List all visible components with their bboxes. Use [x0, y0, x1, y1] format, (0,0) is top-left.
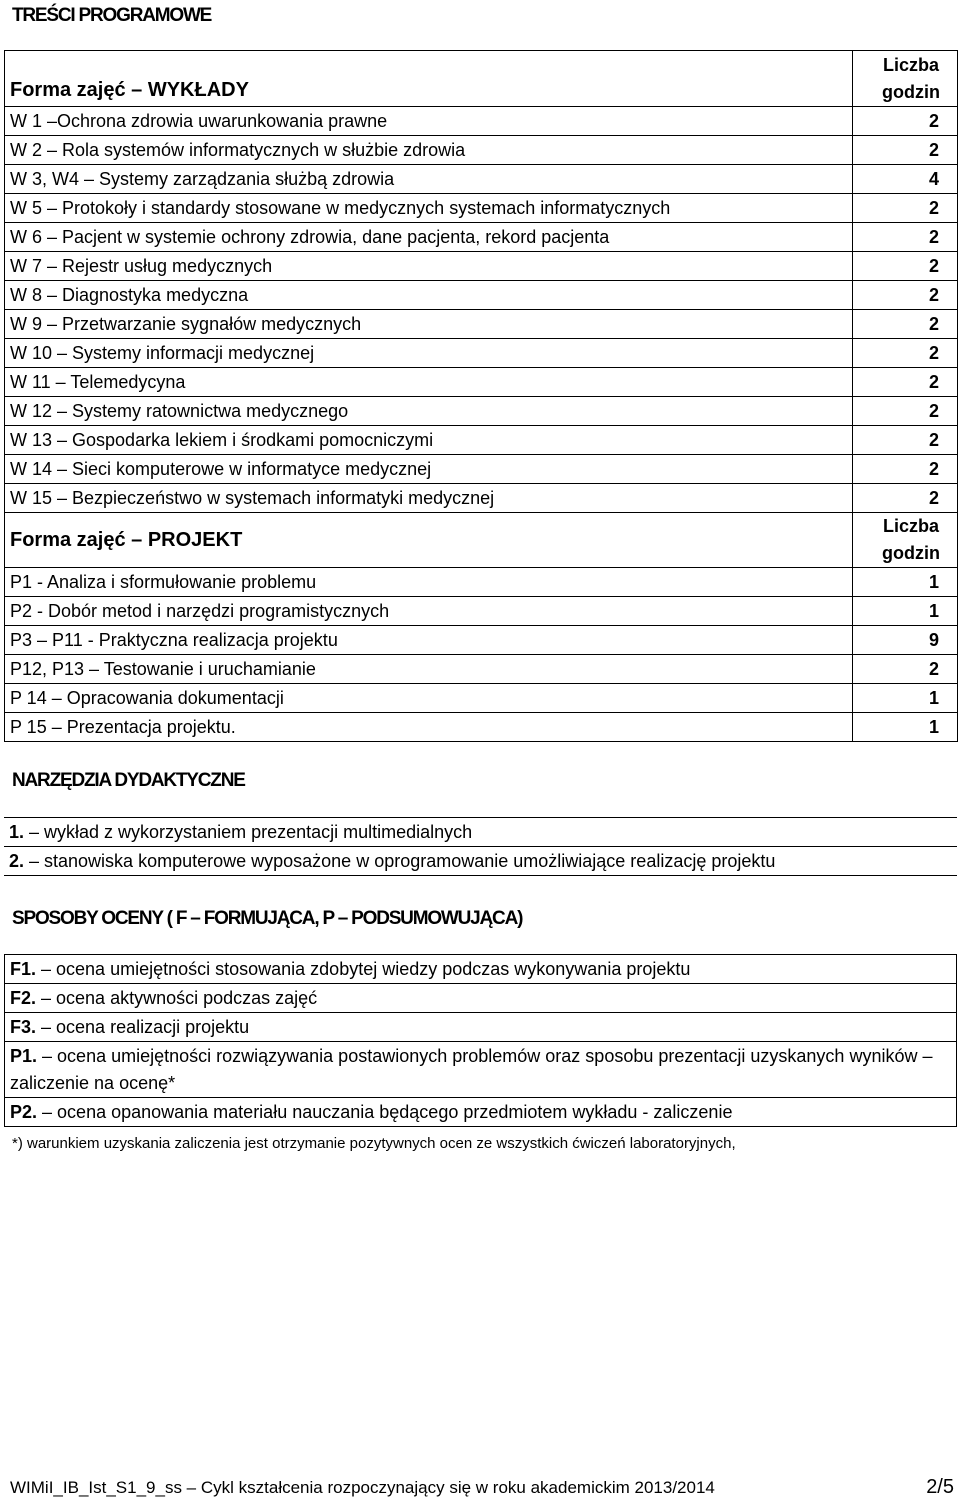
table-row [5, 484, 958, 513]
list-item-text [5, 1098, 957, 1127]
topic-cell: P2 - Dobór metod i narzędzi programistycznych [5, 597, 853, 626]
table-row [5, 136, 958, 165]
hours-cell: 2 [853, 455, 958, 484]
ocena-table [4, 954, 957, 1127]
table-row [5, 252, 958, 281]
item-key: F1. [10, 959, 37, 979]
topic-cell: W 9 – Przetwarzanie sygnałów medycznych [5, 310, 853, 339]
item-key: F3. [10, 1017, 37, 1037]
list-item [4, 818, 957, 847]
list-item [5, 1042, 957, 1098]
section-title-sposoby: SPOSOBY OCENY ( F – FORMUJĄCA, P – PODSUMOWUJĄCA) [12, 908, 523, 929]
list-item-text [5, 955, 957, 984]
item-description: – ocena realizacji projektu [36, 1017, 250, 1037]
item-key: 1. [9, 822, 25, 842]
wyklady-table [4, 50, 958, 513]
section-title-narzedzia: NARZĘDZIA DYDAKTYCZNE [12, 770, 245, 791]
topic-cell: W 3, W4 – Systemy zarządzania służbą zdrowia [5, 165, 853, 194]
table-row [5, 368, 958, 397]
projekt-hours-label: Liczba godzin [853, 513, 958, 568]
list-item-text [4, 818, 957, 847]
page-number: 2/5 [926, 1476, 954, 1498]
hours-cell: 2 [853, 397, 958, 426]
table-row [5, 223, 958, 252]
item-key: F2. [10, 988, 37, 1008]
table-row [5, 194, 958, 223]
hours-cell: 2 [853, 484, 958, 513]
footnote: *) warunkiem uzyskania zaliczenia jest otrzymanie pozytywnych ocen ze wszystkich ćwiczeń laboratoryjnych, [12, 1135, 736, 1152]
topic-cell: W 2 – Rola systemów informatycznych w służbie zdrowia [5, 136, 853, 165]
hours-cell: 1 [853, 568, 958, 597]
item-description: – stanowiska komputerowe wyposażone w oprogramowanie umożliwiające realizację projektu [24, 851, 776, 871]
hours-cell: 2 [853, 339, 958, 368]
table-row [5, 684, 958, 713]
topic-cell: W 5 – Protokoły i standardy stosowane w medycznych systemach informatycznych [5, 194, 853, 223]
topic-cell: P 15 – Prezentacja projektu. [5, 713, 853, 742]
list-item [5, 1013, 957, 1042]
wyklady-hours-label: Liczba godzin [853, 51, 958, 107]
topic-cell: W 1 –Ochrona zdrowia uwarunkowania prawne [5, 107, 853, 136]
topic-cell: W 12 – Systemy ratownictwa medycznego [5, 397, 853, 426]
list-item [5, 955, 957, 984]
hours-cell: 2 [853, 252, 958, 281]
table-row [5, 310, 958, 339]
table-row [5, 655, 958, 684]
list-item-text [4, 847, 957, 876]
table-row [5, 339, 958, 368]
table-row [5, 713, 958, 742]
topic-cell: W 14 – Sieci komputerowe w informatyce medycznej [5, 455, 853, 484]
list-item-text [5, 984, 957, 1013]
table-row [5, 626, 958, 655]
topic-cell: P 14 – Opracowania dokumentacji [5, 684, 853, 713]
hours-cell: 2 [853, 368, 958, 397]
item-description: – wykład z wykorzystaniem prezentacji multimedialnych [24, 822, 473, 842]
section-title-tresci: TREŚCI PROGRAMOWE [12, 5, 212, 26]
list-item-text [5, 1042, 957, 1098]
projekt-table [4, 512, 958, 742]
topic-cell: W 7 – Rejestr usług medycznych [5, 252, 853, 281]
hours-cell: 2 [853, 194, 958, 223]
hours-cell: 1 [853, 684, 958, 713]
table-row [5, 568, 958, 597]
topic-cell: W 11 – Telemedycyna [5, 368, 853, 397]
table-row [5, 597, 958, 626]
topic-cell: W 8 – Diagnostyka medyczna [5, 281, 853, 310]
list-item [5, 1098, 957, 1127]
topic-cell: P12, P13 – Testowanie i uruchamianie [5, 655, 853, 684]
item-key: P2. [10, 1102, 38, 1122]
item-key: P1. [10, 1045, 38, 1066]
hours-cell: 2 [853, 281, 958, 310]
hours-cell: 2 [853, 655, 958, 684]
item-description: – ocena opanowania materiału nauczania będącego przedmiotem wykładu - zaliczenie [37, 1102, 733, 1122]
projekt-title: Forma zajęć – PROJEKT [5, 513, 853, 568]
topic-cell: W 13 – Gospodarka lekiem i środkami pomocniczymi [5, 426, 853, 455]
hours-cell: 1 [853, 597, 958, 626]
list-item [5, 984, 957, 1013]
table-row [5, 281, 958, 310]
wyklady-title: Forma zajęć – WYKŁADY [5, 51, 853, 107]
projekt-header-row [5, 513, 958, 568]
topic-cell: W 10 – Systemy informacji medycznej [5, 339, 853, 368]
item-description: – ocena umiejętności rozwiązywania postawionych problemów oraz sposobu prezentacji uzyskanych wyników – zaliczenie na ocenę* [10, 1045, 933, 1093]
hours-cell: 9 [853, 626, 958, 655]
hours-cell: 2 [853, 310, 958, 339]
topic-cell: P1 - Analiza i sformułowanie problemu [5, 568, 853, 597]
table-row [5, 455, 958, 484]
narzedzia-table [4, 817, 957, 876]
table-row [5, 426, 958, 455]
topic-cell: P3 – P11 - Praktyczna realizacja projektu [5, 626, 853, 655]
list-item-text [5, 1013, 957, 1042]
item-key: 2. [9, 851, 25, 871]
hours-cell: 4 [853, 165, 958, 194]
wyklady-header-row [5, 51, 958, 107]
topic-cell: W 6 – Pacjent w systemie ochrony zdrowia, dane pacjenta, rekord pacjenta [5, 223, 853, 252]
table-row [5, 107, 958, 136]
hours-cell: 2 [853, 426, 958, 455]
table-row [5, 397, 958, 426]
list-item [4, 847, 957, 876]
page-footer: WIMiI_IB_Ist_S1_9_ss – Cykl kształcenia rozpoczynający się w roku akademickim 2013/2014 [10, 1478, 715, 1497]
topic-cell: W 15 – Bezpieczeństwo w systemach informatyki medycznej [5, 484, 853, 513]
hours-cell: 2 [853, 107, 958, 136]
hours-cell: 2 [853, 223, 958, 252]
item-description: – ocena umiejętności stosowania zdobytej wiedzy podczas wykonywania projektu [36, 959, 691, 979]
table-row [5, 165, 958, 194]
hours-cell: 2 [853, 136, 958, 165]
item-description: – ocena aktywności podczas zajęć [36, 988, 318, 1008]
hours-cell: 1 [853, 713, 958, 742]
